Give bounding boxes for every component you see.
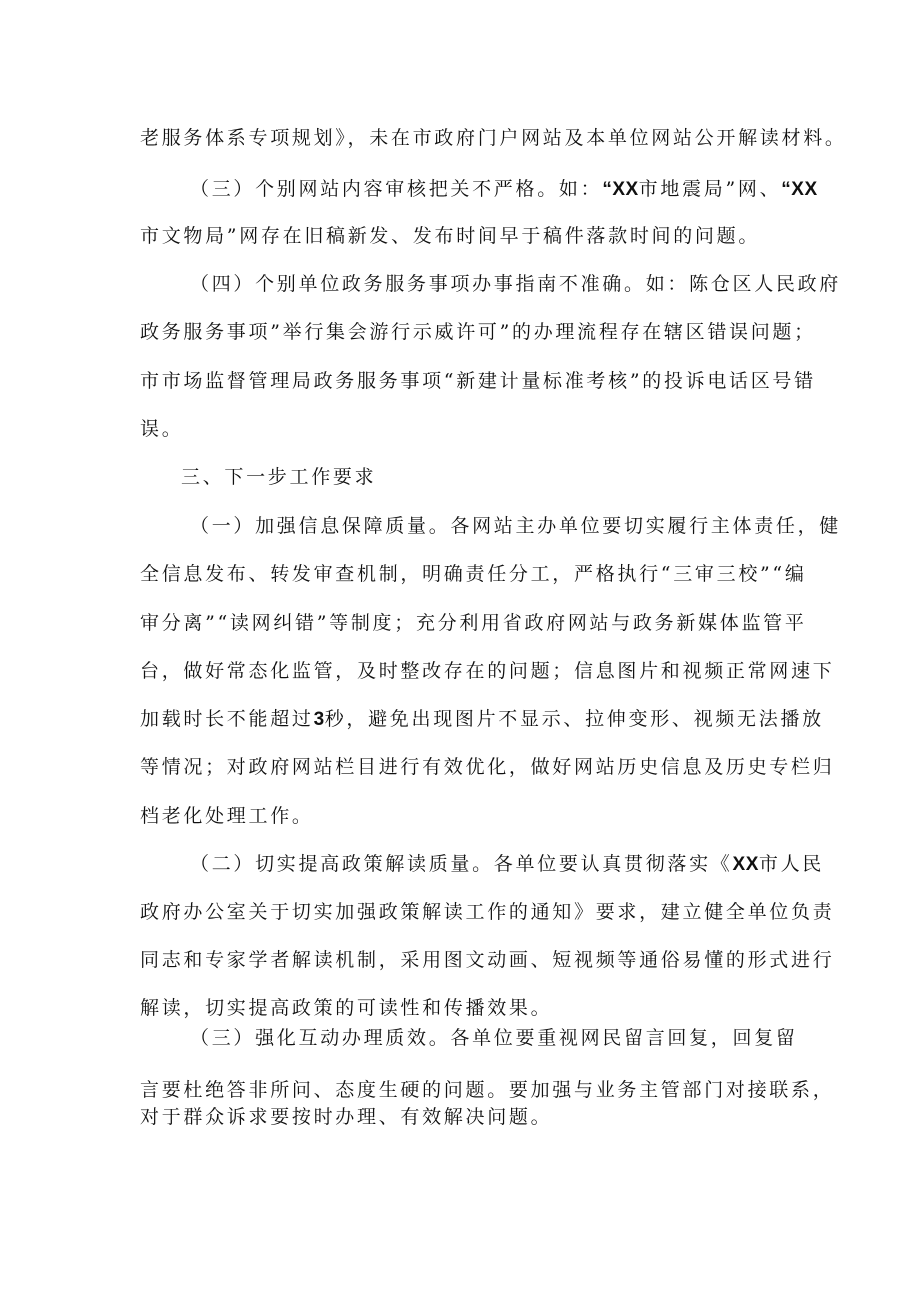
text-line: 市文物局”网存在旧稿新发、发布时间早于稿件落款时间的问题。 [140, 225, 761, 247]
text-line: 市市场监督管理局政务服务事项“新建计量标准考核”的投诉电话区号错 [140, 370, 816, 392]
text-line: 同志和专家学者解读机制，采用图文动画、短视频等通俗易懂的形式进行 [140, 949, 835, 971]
text-line: （一）加强信息保障质量。各网站主办单位要切实履行主体责任，健 [190, 515, 842, 537]
section-heading: 三、下一步工作要求 [181, 466, 377, 488]
text-line [190, 176, 818, 203]
text-segment: （三）个别网站内容审核把关不严格。如： [190, 178, 603, 200]
text-line: 解读，切实提高政策的可读性和传播效果。 [140, 997, 553, 1019]
text-line: 言要杜绝答非所问、态度生硬的问题。要加强与业务主管部门对接联系， [140, 1079, 835, 1101]
text-segment: 加载时长不能超过 [140, 708, 314, 730]
text-line: 对于群众诉求要按时办理、有效解决问题。 [140, 1106, 553, 1128]
bold-text: XX [732, 854, 759, 875]
text-line: 政府办公室关于切实加强政策解读工作的通知》要求，建立健全单位负责 [140, 901, 835, 923]
text-line: 台，做好常态化监管，及时整改存在的问题；信息图片和视频正常网速下 [140, 660, 835, 682]
text-line: 档老化处理工作。 [140, 805, 314, 827]
text-line: （三）强化互动办理质效。各单位要重视网民留言回复，回复留 [190, 1027, 798, 1049]
text-segment: 市人民 [758, 853, 824, 875]
text-segment: （二）切实提高政策解读质量。各单位要认真贯彻落实《 [190, 853, 733, 875]
text-line: 审分离”“读网纠错”等制度；充分利用省政府网站与政务新媒体监管平 [140, 612, 807, 634]
text-segment: 市地震局”网、 [638, 178, 782, 200]
text-line [190, 851, 824, 878]
bold-text: “XX [781, 179, 818, 200]
text-line: 老服务体系专项规划》，未在市政府门户网站及本单位网站公开解读材料。 [140, 127, 847, 149]
text-line: 等情况；对政府网站栏目进行有效优化，做好网站历史信息及历史专栏归 [140, 756, 835, 778]
text-line: 误。 [140, 418, 184, 440]
bold-text: 3 [313, 709, 325, 730]
text-segment: 秒，避免出现图片不显示、拉伸变形、视频无法播放 [324, 708, 824, 730]
text-line: 政务服务事项”举行集会游行示威许可”的办理流程存在辖区错误问题； [140, 321, 816, 343]
bold-text: “XX [602, 179, 639, 200]
text-line: （四）个别单位政务服务事项办事指南不准确。如：陈仓区人民政府 [190, 273, 842, 295]
text-line [140, 706, 824, 733]
text-line: 全信息发布、转发审查机制，明确责任分工，严格执行“三审三校”“编 [140, 563, 807, 585]
